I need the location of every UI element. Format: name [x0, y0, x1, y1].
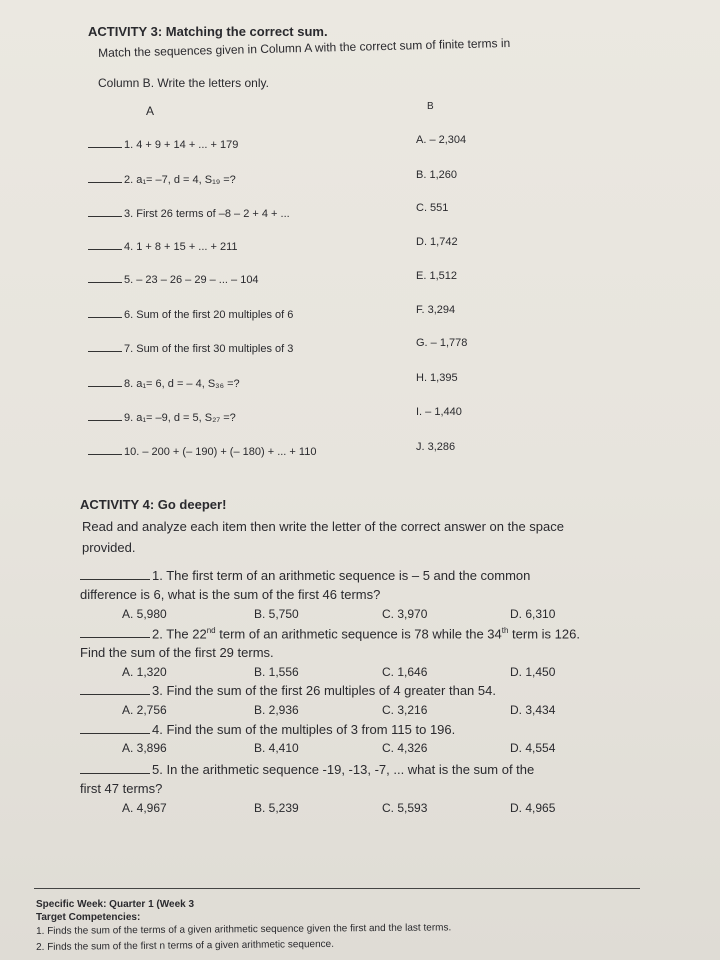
- activity3-instruction-line1: Match the sequences given in Column A with the correct sum of finite terms in: [98, 35, 511, 60]
- column-b-item: J. 3,286: [416, 441, 456, 453]
- question-5-line2: first 47 terms?: [80, 781, 163, 796]
- q1-choice-b: B. 5,750: [254, 607, 299, 621]
- column-b-item: H. 1,395: [416, 372, 458, 384]
- q5-choice-c: C. 5,593: [382, 801, 428, 815]
- answer-blank[interactable]: [80, 569, 150, 580]
- matching-item: [88, 376, 240, 390]
- column-b-header: B: [427, 101, 434, 112]
- answer-blank[interactable]: [80, 684, 150, 695]
- q4-choice-b: B. 4,410: [254, 741, 299, 755]
- footer-competency-2: 2. Finds the sum of the first n terms of a given arithmetic sequence.: [36, 938, 335, 953]
- footer-divider: [34, 888, 640, 889]
- q3-choice-d: D. 3,434: [510, 703, 556, 717]
- answer-blank[interactable]: [88, 172, 122, 183]
- activity4-instruction-line2: provided.: [82, 540, 136, 555]
- column-b-item: I. – 1,440: [416, 406, 462, 418]
- answer-blank[interactable]: [88, 410, 122, 421]
- column-a-item: 8. a₁= 6, d = – 4, S₃₆ =?: [124, 378, 240, 390]
- answer-blank[interactable]: [88, 206, 122, 217]
- answer-blank[interactable]: [80, 627, 150, 638]
- matching-item: [88, 410, 236, 424]
- column-a-item: 3. First 26 terms of –8 – 2 + 4 + ...: [124, 208, 290, 220]
- column-b-item: D. 1,742: [416, 236, 458, 248]
- q3-choice-b: B. 2,936: [254, 703, 299, 717]
- matching-item: [88, 239, 238, 253]
- column-a-header: A: [146, 104, 155, 118]
- footer-competencies-label: Target Competencies:: [36, 912, 141, 923]
- column-b-item: C. 551: [416, 202, 449, 214]
- q4-choice-c: C. 4,326: [382, 741, 428, 755]
- q2-choice-d: D. 1,450: [510, 665, 556, 679]
- question-2-line2: Find the sum of the first 29 terms.: [80, 645, 274, 660]
- question-4: 4. Find the sum of the multiples of 3 from 115 to 196.: [80, 722, 455, 737]
- q1-choice-d: D. 6,310: [510, 607, 556, 621]
- answer-blank[interactable]: [88, 239, 122, 250]
- matching-item: [88, 272, 259, 286]
- column-b-item: F. 3,294: [416, 304, 456, 316]
- q2-choice-b: B. 1,556: [254, 665, 299, 679]
- q5-choice-b: B. 5,239: [254, 801, 299, 815]
- matching-item: [88, 206, 290, 220]
- q1-choice-a: A. 5,980: [122, 607, 167, 621]
- matching-item: [88, 444, 316, 458]
- column-a-item: 5. – 23 – 26 – 29 – ... – 104: [124, 274, 259, 286]
- question-3: 3. Find the sum of the first 26 multiples of 4 greater than 54.: [80, 683, 496, 698]
- q5-choice-a: A. 4,967: [122, 801, 167, 815]
- q2-choice-c: C. 1,646: [382, 665, 428, 679]
- answer-blank[interactable]: [88, 307, 122, 318]
- q5-choice-d: D. 4,965: [510, 801, 556, 815]
- footer-competency-1: 1. Finds the sum of the terms of a given arithmetic sequence given the first and the last terms.: [36, 922, 452, 937]
- footer-week: Specific Week: Quarter 1 (Week 3: [36, 899, 195, 910]
- q4-choice-a: A. 3,896: [122, 741, 167, 755]
- column-b-item: G. – 1,778: [416, 337, 468, 349]
- question-1-line2: difference is 6, what is the sum of the first 46 terms?: [80, 587, 381, 602]
- matching-item: [88, 137, 238, 151]
- matching-item: [88, 172, 236, 186]
- column-a-item: 6. Sum of the first 20 multiples of 6: [124, 309, 294, 321]
- column-a-item: 1. 4 + 9 + 14 + ... + 179: [124, 139, 239, 151]
- q3-choice-a: A. 2,756: [122, 703, 167, 717]
- answer-blank[interactable]: [88, 341, 122, 352]
- activity4-title: ACTIVITY 4: Go deeper!: [80, 497, 227, 512]
- column-a-item: 10. – 200 + (– 190) + (– 180) + ... + 110: [124, 446, 317, 458]
- q2-choice-a: A. 1,320: [122, 665, 167, 679]
- column-a-item: 9. a₁= –9, d = 5, S₂₇ =?: [124, 412, 236, 424]
- activity3-title: ACTIVITY 3: Matching the correct sum.: [88, 24, 328, 39]
- answer-blank[interactable]: [88, 376, 122, 387]
- column-a-item: 7. Sum of the first 30 multiples of 3: [124, 343, 294, 355]
- column-b-item: E. 1,512: [416, 270, 457, 282]
- activity4-instruction-line1: Read and analyze each item then write the letter of the correct answer on the space: [82, 519, 564, 534]
- matching-item: [88, 341, 293, 355]
- column-b-item: B. 1,260: [416, 169, 457, 181]
- q1-choice-c: C. 3,970: [382, 607, 428, 621]
- answer-blank[interactable]: [88, 137, 122, 148]
- activity3-instruction-line2: Column B. Write the letters only.: [98, 76, 269, 90]
- answer-blank[interactable]: [88, 272, 122, 283]
- question-2: 2. The 22nd term of an arithmetic sequence is 78 while the 34th term is 126.: [80, 626, 580, 641]
- answer-blank[interactable]: [88, 444, 122, 455]
- column-a-item: 4. 1 + 8 + 15 + ... + 211: [124, 241, 238, 253]
- column-a-item: 2. a₁= –7, d = 4, S₁₉ =?: [124, 174, 236, 186]
- answer-blank[interactable]: [80, 763, 150, 774]
- q3-choice-c: C. 3,216: [382, 703, 428, 717]
- answer-blank[interactable]: [80, 723, 150, 734]
- column-b-item: A. – 2,304: [416, 134, 467, 146]
- question-1: 1. The first term of an arithmetic sequence is – 5 and the common: [80, 568, 530, 583]
- question-5: 5. In the arithmetic sequence -19, -13, -7, ... what is the sum of the: [80, 762, 534, 777]
- q4-choice-d: D. 4,554: [510, 741, 556, 755]
- matching-item: [88, 307, 293, 321]
